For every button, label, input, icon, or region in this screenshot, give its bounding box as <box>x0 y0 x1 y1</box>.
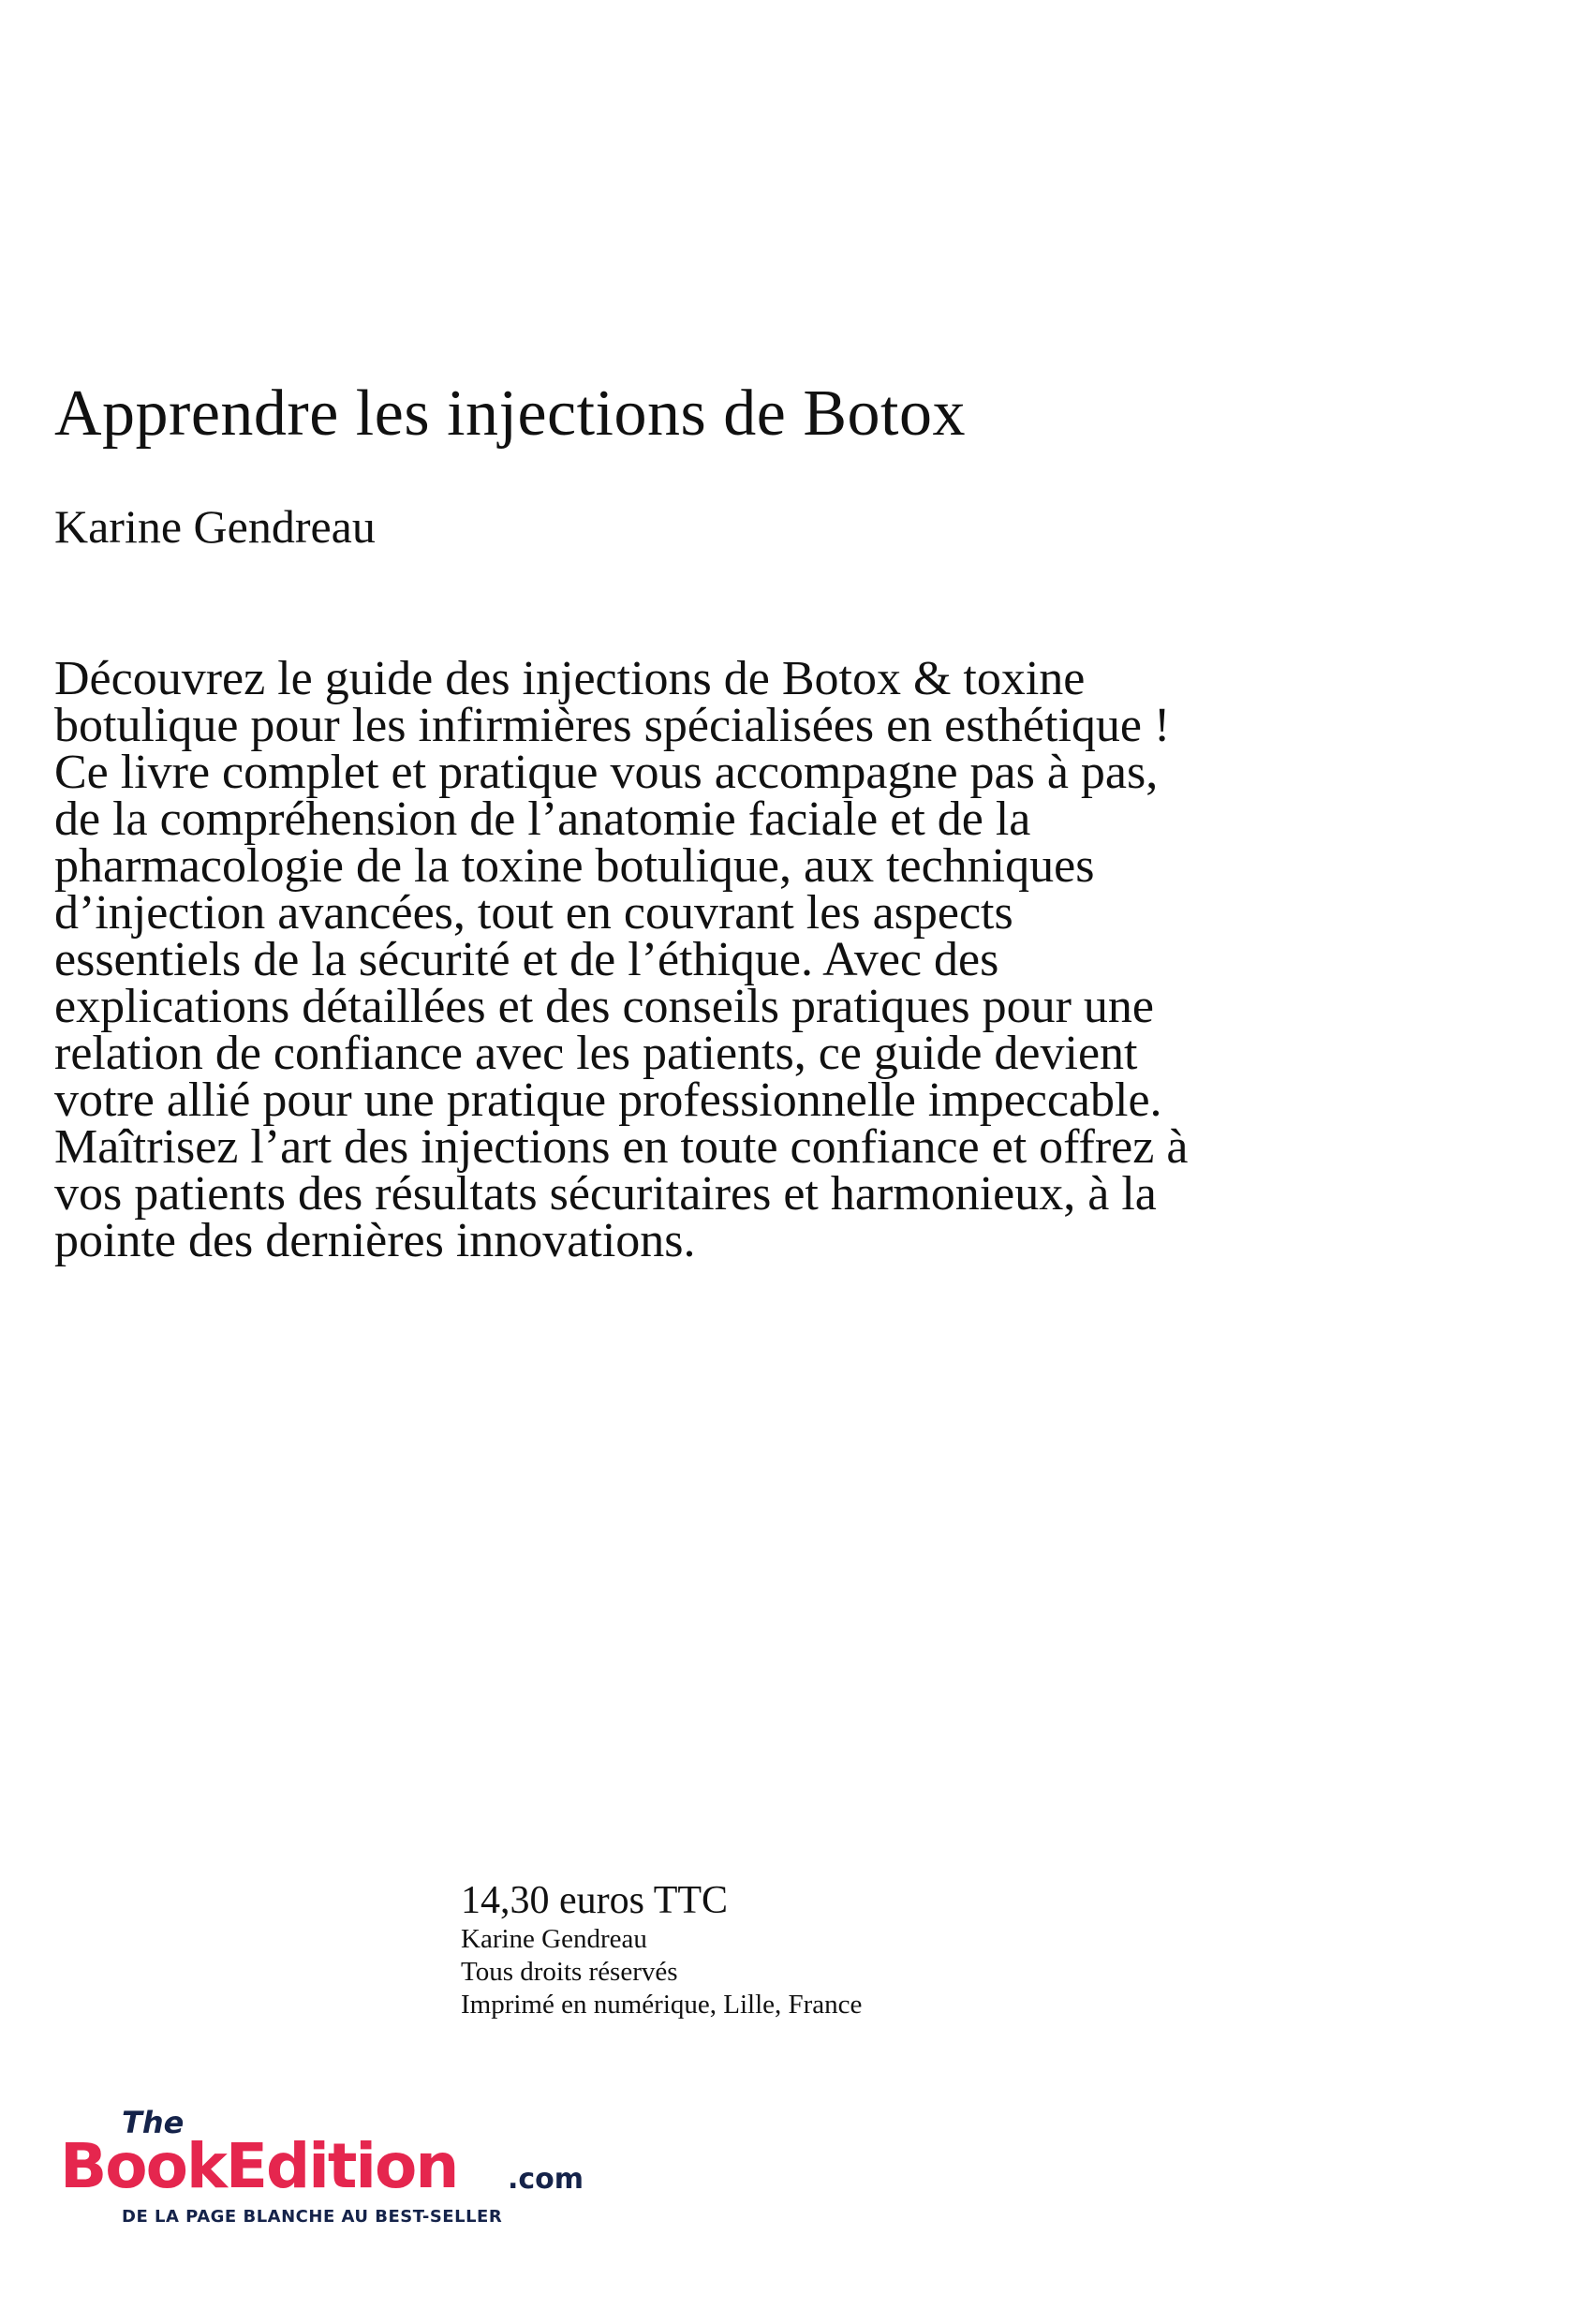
book-author: Karine Gendreau <box>54 500 376 553</box>
logo-tagline: DE LA PAGE BLANCHE AU BEST-SELLER <box>122 2207 503 2227</box>
logo-dotcom-text: .com <box>508 2163 584 2196</box>
colophon-rights: Tous droits réservés <box>461 1957 678 1987</box>
book-summary: Découvrez le guide des injections de Botox & toxine botulique pour les infirmières spécialisées en esthétique ! Ce livre complet et pratique vous accompagne pas à pas, de la compréhension de l’anatomie faciale et de la pharmacologie de la toxine botulique, aux techniques d’injection avancées, tout en couvrant les aspects essentiels de la sécurité et de l’éthique. Avec des explications détaillées et des conseils pratiques pour une relation de confiance avec les patients, ce guide devient votre allié pour une pratique professionnelle impeccable. Maîtrisez l’art des injections en toute confiance et offrez à vos patients des résultats sécuritaires et harmonieux, à la pointe des dernières innovations. <box>54 652 1189 1267</box>
publisher-logo <box>60 2105 622 2229</box>
logo-the-text: The <box>122 2105 185 2140</box>
colophon-author: Karine Gendreau <box>461 1924 647 1954</box>
colophon-printing: Imprimé en numérique, Lille, France <box>461 1990 863 2020</box>
logo-brand-text: BookEdition <box>60 2130 458 2202</box>
book-title: Apprendre les injections de Botox <box>54 377 966 450</box>
price-label: 14,30 euros TTC <box>461 1879 729 1922</box>
colophon <box>461 1878 862 2021</box>
